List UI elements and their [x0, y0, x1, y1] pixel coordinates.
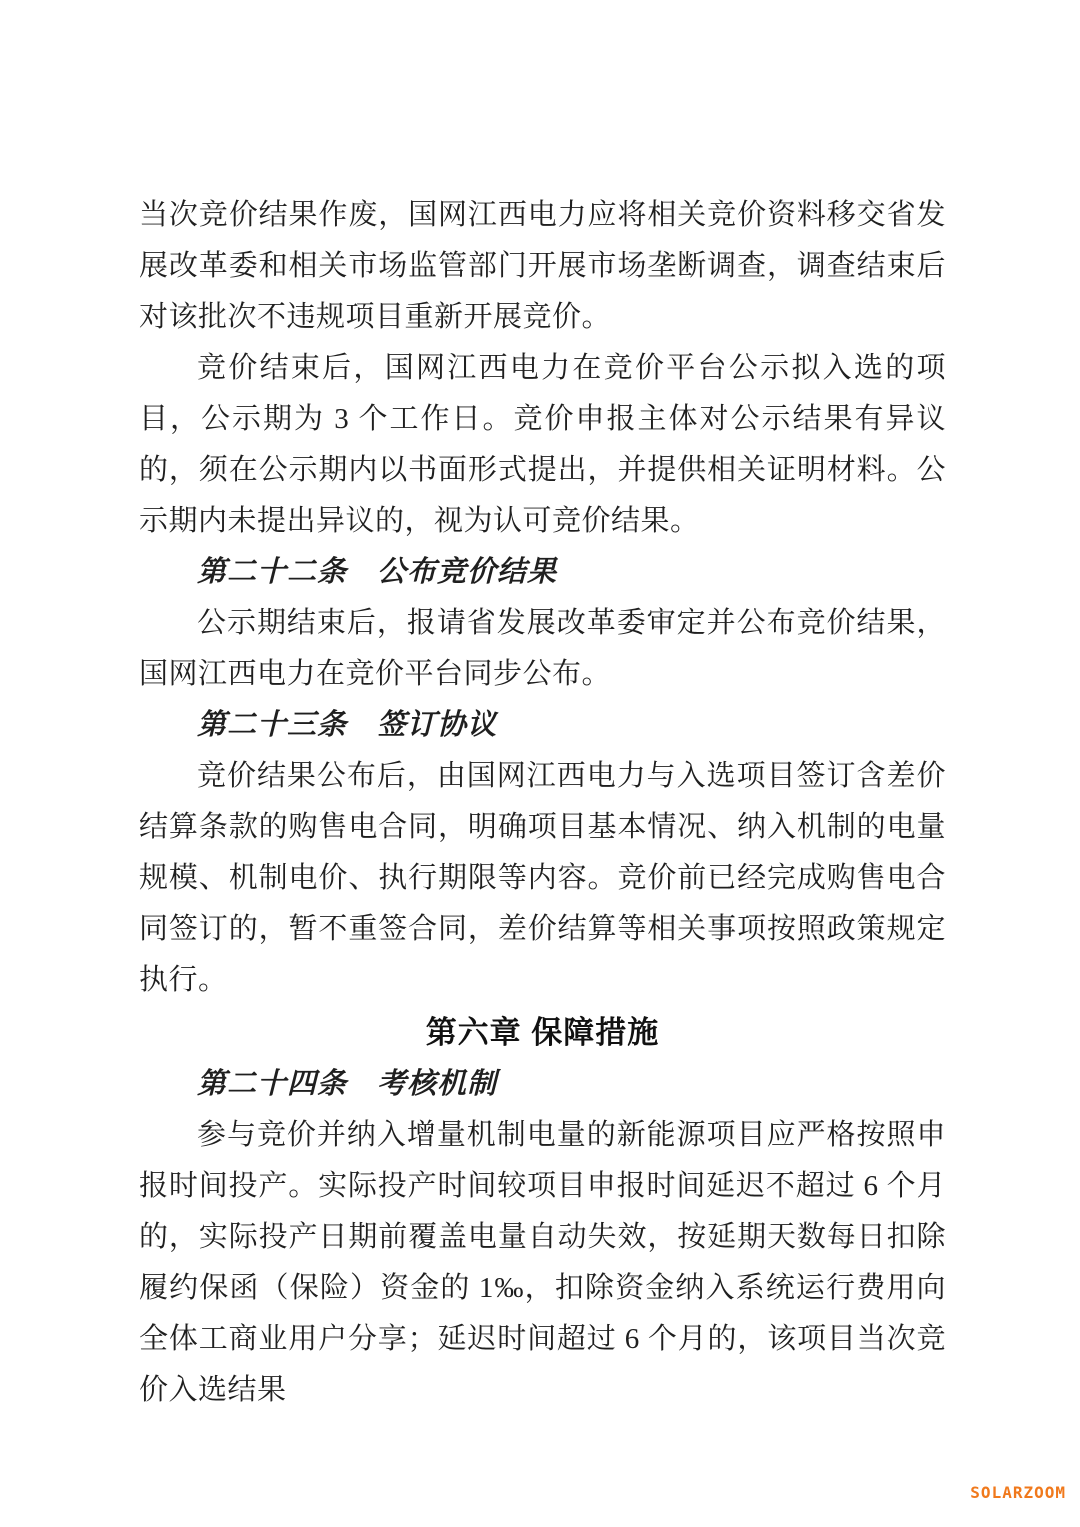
body-paragraph: 竞价结束后，国网江西电力在竞价平台公示拟入选的项目，公示期为 3 个工作日。竞价申报主体对公示结果有异议的，须在公示期内以书面形式提出，并提供相关证明材料。公示期内未提出异议的，视为认可竞价结果。 — [139, 352, 946, 537]
body-paragraph: 当次竞价结果作废，国网江西电力应将相关竞价资料移交省发展改革委和相关市场监管部门开展市场垄断调查，调查结束后对该批次不违规项目重新开展竞价。 — [139, 199, 946, 333]
article-heading-22: 第二十二条 公布竞价结果 — [197, 556, 558, 588]
article-heading-24: 第二十四条 考核机制 — [197, 1068, 498, 1100]
body-paragraph: 参与竞价并纳入增量机制电量的新能源项目应严格按照申报时间投产。实际投产时间较项目申报时间延迟不超过 6 个月的，实际投产日期前覆盖电量自动失效，按延期天数每日扣除履约保函（保险）资金的 1‰，扣除资金纳入系统运行费用向全体工商业用户分享；延迟时间超过 6 个月的，该项目当次竞价入选结果 — [139, 1119, 946, 1406]
body-paragraph: 公示期结束后，报请省发展改革委审定并公布竞价结果，国网江西电力在竞价平台同步公布。 — [139, 607, 946, 690]
chapter-heading-6: 第六章 保障措施 — [425, 1015, 660, 1050]
body-paragraph: 竞价结果公布后，由国网江西电力与入选项目签订含差价结算条款的购售电合同，明确项目基本情况、纳入机制的电量规模、机制电价、执行期限等内容。竞价前已经完成购售电合同签订的，暂不重签合同，差价结算等相关事项按照政策规定执行。 — [139, 760, 946, 996]
watermark-solarzoom: SOLARZOOM — [970, 1483, 1066, 1502]
article-heading-23: 第二十三条 签订协议 — [197, 709, 498, 741]
document-body — [139, 190, 946, 1416]
